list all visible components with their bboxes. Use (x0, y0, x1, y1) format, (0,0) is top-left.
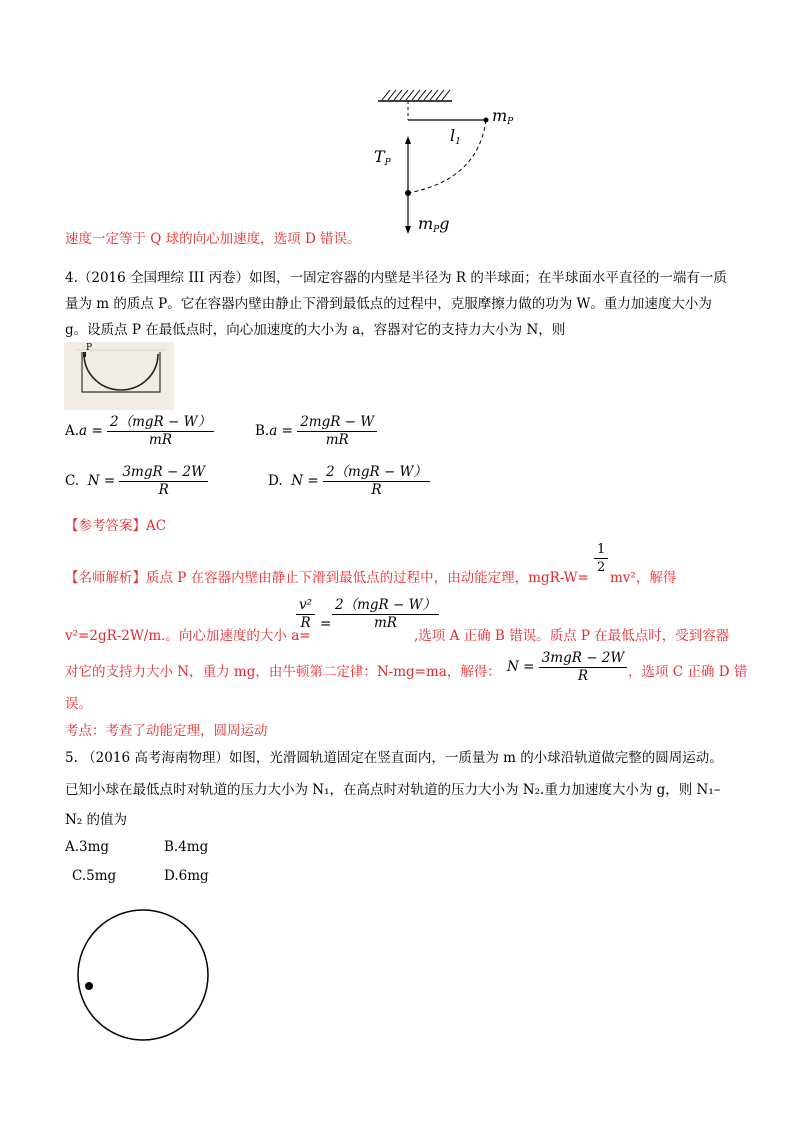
q4-analysis-line2-end: ,选项 A 正确 B 错误。质点 P 在最低点时，受到容器 (414, 628, 730, 644)
mpg-label: $m_Pg$ (418, 214, 450, 235)
q4-analysis-line3-start: 对它的支持力大小 N，重力 mg，由牛顿第二定律：N-mg=ma，解得： (65, 664, 501, 680)
q4-analysis-line1-end: mv²，解得 (610, 570, 677, 586)
q4-option-c: C. N = $\frac{\text{3mgR − 2W}}{R}$ (65, 464, 208, 499)
q5-stem-line2: 已知小球在最低点时对轨道的压力大小为 N₁，在高点时对轨道的压力大小为 N₂.重力加速度大小为 g，则 N₁– (65, 782, 721, 798)
q4-analysis-line3-end: ，选项 C 正确 D 错 (628, 664, 748, 680)
q4-kaodian: 考点：考查了动能定理，圆周运动 (65, 723, 268, 739)
q4-stem-line1: 4.（2016 全国理综 III 丙卷）如图，一固定容器的内壁是半径为 R 的半球面；在半球面水平直径的一端有一质 (65, 270, 727, 286)
q4-option-d: D. N = $\frac{\text{2（mgR − W）}}{R}$ (268, 464, 430, 499)
q5-option-c: C.5mg (72, 868, 117, 884)
q4-answer: 【参考答案】AC (65, 518, 167, 534)
circle-track-figure (68, 900, 218, 1050)
q5-option-b: B.4mg (164, 839, 209, 855)
q3-tail-text: 速度一定等于 Q 球的向心加速度，选项 D 错误。 (65, 231, 361, 247)
q4-option-a: A.a = $\frac{\text{2（mgR − W）}}{mR}$ (65, 414, 214, 449)
v2-over-r: $\frac{\text{v²}}{R}$ (296, 597, 315, 632)
q5-option-d: D.6mg (164, 868, 209, 884)
tp-label: $T_P$ (374, 147, 391, 168)
q4-analysis-line4: 误。 (65, 696, 92, 712)
half-fraction: $\frac{1}{2}$ (594, 541, 608, 576)
q5-option-a: A.3mg (65, 839, 110, 855)
mp-label: $m_P$ (492, 106, 514, 127)
equals-sign: = (320, 616, 332, 632)
q4-stem-line3: g。设质点 P 在最低点时，向心加速度的大小为 a，容器对它的支持力大小为 N，则 (65, 322, 566, 338)
q4-analysis-n-formula: N = $\frac{\text{3mgR − 2W}}{R}$ (507, 650, 627, 685)
q4-option-b: B.a = $\frac{\text{2mgR − W}}{mR}$ (255, 414, 377, 449)
q5-stem-line3: N₂ 的值为 (65, 812, 128, 828)
q4-analysis-line1: 【名师解析】质点 P 在容器内壁由静止下滑到最低点的过程中，由动能定理，mgR-W= (65, 570, 589, 586)
eq-fraction: 2（mgR − W） mR (332, 597, 439, 632)
bowl-figure (64, 342, 174, 410)
q4-stem-line2: 量为 m 的质点 P。它在容器内壁由静止下滑到最低点的过程中，克服摩擦力做的功为 W。重力加速度大小为 (65, 296, 712, 312)
l1-label: $l_1$ (450, 126, 461, 147)
q4-analysis-line2-start: v²=2gR-2W/m.。向心加速度的大小 a= (65, 628, 311, 644)
q5-stem-line1: 5. （2016 高考海南物理）如图，光滑圆轨道固定在竖直面内，一质量为 m 的小球沿轨道做完整的圆周运动。 (65, 750, 723, 766)
bowl-p-label: P (86, 343, 93, 353)
